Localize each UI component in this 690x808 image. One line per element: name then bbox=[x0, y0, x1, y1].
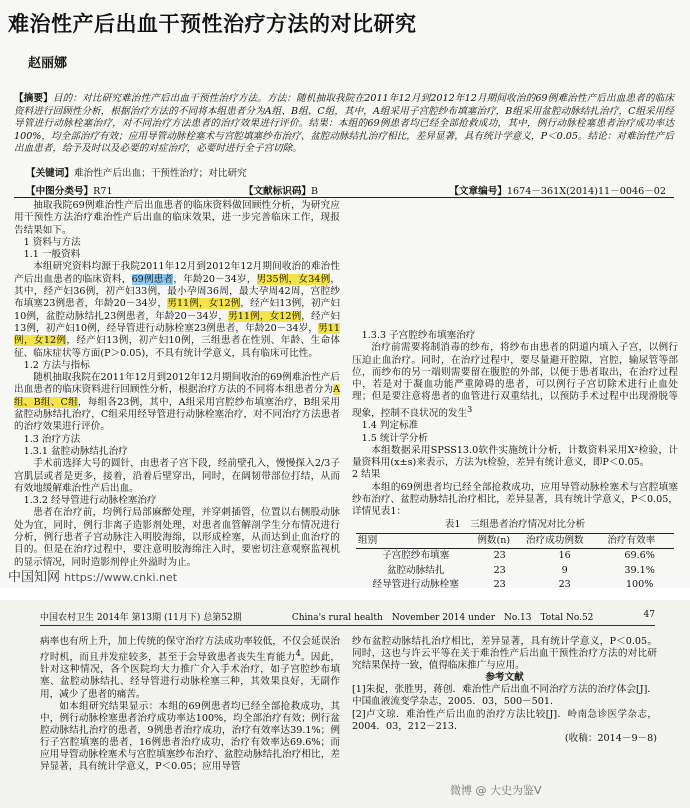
highlight-text: 男11例，女12例 bbox=[167, 298, 241, 310]
article-id-value: 1674－361X(2014)11－0046－02 bbox=[506, 186, 666, 197]
clc-code bbox=[26, 183, 113, 197]
reference-item[interactable]: [2]卢文琼．难治性产后出血的治疗方法比较[J]．岭南急诊医学杂志，2004．03，212－213． bbox=[352, 708, 657, 732]
references-heading: 参考文献 bbox=[485, 672, 524, 684]
article-id bbox=[449, 183, 666, 197]
table-header: 治疗有效率 bbox=[605, 533, 674, 548]
table-row bbox=[356, 564, 674, 578]
citation-ref: 4 bbox=[295, 649, 301, 659]
body-column-right bbox=[352, 330, 678, 588]
journal-name: 中国农村卫生 2014年 第13期 (11月下) 总第52期 bbox=[40, 613, 242, 623]
page2-column-right bbox=[352, 636, 657, 745]
table-cell: 69.6% bbox=[624, 550, 655, 562]
text: ，其中，经产妇36例，初产妇33例，最小孕周36周，最大孕周42周，宫腔纱布填塞23例患者，年龄20－34岁， bbox=[14, 273, 340, 310]
text: ，经产妇13例，初产妇10例，经导管进行动脉栓塞23例患者，年龄20－34岁， bbox=[14, 310, 340, 334]
section-heading: 1 资料与方法 bbox=[23, 236, 81, 248]
subsection-heading: 1.5 统计学分析 bbox=[361, 432, 428, 444]
paragraph-methods bbox=[14, 372, 340, 433]
citation-ref: 3 bbox=[467, 404, 473, 414]
article-title: 难治性产后出血干预性治疗方法的对比研究 bbox=[8, 12, 417, 36]
table-cell: 23 bbox=[493, 564, 506, 576]
paragraph-statistics: 本组数据采用SPSS13.0软件实施统计分析，计数资料采用X²检验，计量资料用(x±s)来表示，方法为t检验，差异有统计意义，即P＜0.05。 bbox=[352, 444, 678, 469]
text: ，每组各23例，其中，A组采用宫腔纱布填塞治疗，B组采用盆腔动脉结扎治疗，C组采用经导管进行动脉栓塞治疗，对不同治疗方法患者的治疗效果进行评价。 bbox=[14, 396, 341, 433]
text: 。因此，针对这种情况，各个医院均大力推广介入手术治疗，如子宫腔纱布填塞、盆腔动脉结扎、经导管进行动脉栓塞三种，其效果良好，无副作用，减少了患者的痛苦。 bbox=[40, 652, 341, 700]
paragraph-results: 本组的69例患者均已经全部抢救成功，应用导管动脉栓塞术与宫腔填塞纱布治疗、盆腔动脉结扎治疗相比，差异显著，具有统计学意义，P＜0.05，详情见表1： bbox=[352, 481, 678, 518]
classification-line bbox=[26, 183, 666, 197]
reference-item[interactable]: [1]朱捉，张胜男，蒋创．难治性产后出血不同治疗方法的治疗体会[J]．中国血液流变学杂志，2005．03，500－501． bbox=[352, 684, 657, 708]
cnki-watermark bbox=[8, 566, 177, 585]
table-row bbox=[356, 549, 674, 564]
divider bbox=[14, 197, 674, 198]
journal-name-en: China's rural health November 2014 under No.13 Total No.52 bbox=[291, 613, 594, 623]
weibo-watermark: 微博 @ 大史为鉴V bbox=[450, 784, 542, 797]
subsection-heading: 1.2 方法与指标 bbox=[23, 359, 90, 371]
discussion-paragraph bbox=[40, 636, 340, 701]
table-cell: 经导管进行动脉栓塞 bbox=[356, 578, 475, 588]
table-cell: 16 bbox=[558, 550, 571, 562]
highlight-text: 男35例，女34例 bbox=[256, 273, 331, 285]
clc-value: R71 bbox=[93, 186, 113, 197]
cnki-logo-text: 中国知网 bbox=[8, 570, 61, 585]
abstract-label: 【摘要】 bbox=[14, 93, 53, 104]
subsection-heading: 1.3 治疗方法 bbox=[23, 433, 81, 445]
keywords bbox=[26, 165, 247, 179]
text: 病率也有所上升，加上传统的保守治疗方法成功率较低，不仅会延误治疗时机，而且并发症较多，甚至于会导致患者丧失生育能力 bbox=[40, 636, 340, 664]
body-column-left bbox=[14, 200, 340, 569]
table-header: 治疗成功例数 bbox=[524, 533, 605, 548]
keywords-text: 难治性产后出血；干预性治疗；对比研究 bbox=[73, 168, 247, 179]
clc-label: 【中图分类号】 bbox=[26, 186, 94, 197]
paragraph-ligation: 手术前选择大号的圆针，由患者子宫下段，经前壁孔入，慢慢探入2/3子宫肌层或者是更多，接着，沿着后壁穿出，同时，在阔韧带部位打结，从而有效地缓解难治性产后出血。 bbox=[14, 458, 340, 494]
table-row bbox=[356, 578, 674, 588]
article-page-2 bbox=[0, 600, 690, 808]
text: ，年龄20－34岁， bbox=[173, 273, 257, 285]
doc-value: B bbox=[311, 186, 319, 197]
author-name: 赵丽娜 bbox=[28, 56, 68, 71]
table-header-row bbox=[356, 533, 674, 548]
intro-paragraph: 抽取我院69例难治性产后出血患者的临床资料做回顾性分析，为研究应用干预性方法治疗难治性产后出血的临床效果，进一步完善临床工作，现报告结果如下。 bbox=[14, 200, 340, 236]
received-date: (收稿：2014－9－8) bbox=[564, 732, 657, 744]
results-table bbox=[356, 533, 674, 588]
highlight-text: A组、B组、C组 bbox=[14, 384, 340, 408]
text: 随机抽取我院在2011年12月到2012年12月期间收治的69例难治性产后出血患者的临床资料进行回顾性分析，根据治疗方法的不同将本组患者分为 bbox=[14, 372, 340, 396]
text: 本组研究资料均源于我院2011年12月到2012年12月期间收治的难治性产后出血患者的临床资料， bbox=[14, 261, 340, 285]
keywords-label: 【关键词】 bbox=[26, 168, 74, 179]
page-number: 47 bbox=[643, 610, 655, 620]
highlight-text: 69例患者 bbox=[131, 273, 174, 285]
page2-column-left bbox=[40, 636, 340, 773]
table-caption: 表1 三组患者治疗情况对比分析 bbox=[444, 518, 586, 530]
paragraph-packing bbox=[352, 342, 678, 420]
abstract-text: 目的：对比研究难治性产后出血干预性治疗方法。方法：随机抽取我院在2011年12月到2012年12月期间收治的69例难治性产后出血患者的临床资料进行回顾性分析，根据治疗方法的不同将本组患者分为A组、B组、C组，其中，A组采用子宫腔纱布填塞治疗，B组采用盆腔动脉结扎治疗，C组采用经导管进行动脉栓塞治疗，对不同治疗方法患者的治疗效果进行评价。结果：本组的69例患者均已经全部抢救成功，其中，例行动脉栓塞患者治疗成功率达100%，均全部治疗有效；应用导管动脉栓塞术与宫腔填塞纱布治疗、盆腔动脉结扎治疗相比，差异显著，具有统计学意义，P＜0.05。结论：对难治性产后出血患者，给予及时以及必要的对症治疗，必要时进行全子宫切除。 bbox=[14, 93, 675, 155]
paragraph-embolization: 患者在治疗前，均例行局部麻醉处理，并穿刺插管，位置以右侧股动脉处为宜，同时，例行非离子造影剂处理，对患者血管解剖学生分布情况进行分析，例行患者子宫动脉注入明胶海绵，以形成栓塞，从而达到止血治疗的目的。但是在治疗过程中，要注意明胶海绵注入时，要密切注意观察监视机的显示情况，同时造影剂停止外溢时为止。 bbox=[14, 507, 340, 568]
table-cell: 盆腔动脉结扎 bbox=[386, 564, 445, 576]
highlight-text: 男11例，女12例 bbox=[14, 322, 340, 347]
paragraph-general-data bbox=[14, 261, 340, 359]
subsection-heading: 1.3.3 子宫腔纱布填塞治疗 bbox=[361, 330, 476, 341]
abstract bbox=[14, 93, 674, 156]
subsection-heading: 1.4 判定标准 bbox=[361, 420, 419, 432]
table-header: 例数(n) bbox=[475, 533, 524, 548]
text: ，经产妇13例，初产妇10例，三组患者在性别、年龄、生命体征、临床症状等方面(P＞0.05)，不具有统计学意义，具有临床可比性。 bbox=[14, 335, 340, 359]
cnki-url: https://www.cnki.net bbox=[64, 571, 178, 584]
doc-code bbox=[244, 183, 318, 197]
doc-label: 【文献标识码】 bbox=[243, 186, 312, 197]
subsection-heading: 1.1 一般资料 bbox=[23, 249, 81, 261]
text: ，经产妇13例，初产妇10例，盆腔动脉结扎23例患者，年龄20－34岁， bbox=[14, 298, 340, 322]
article-id-label: 【文章编号】 bbox=[449, 186, 507, 197]
table-cell: 子宫腔纱布填塞 bbox=[382, 550, 450, 562]
table-cell: 39.1% bbox=[624, 564, 655, 576]
table-cell: 9 bbox=[561, 564, 568, 576]
subsection-heading: 1.3.2 经导管进行动脉栓塞治疗 bbox=[23, 495, 157, 507]
table-header: 组别 bbox=[356, 533, 475, 548]
section-heading: 2 结果 bbox=[352, 469, 381, 481]
subsection-heading: 1.3.1 盆腔动脉结扎治疗 bbox=[23, 445, 128, 457]
conclusion-paragraph: 纱布盆腔动脉结扎治疗相比，差异显著，具有统计学意义，P＜0.05。同时，这也与许云平等在关于难治性产后出血干预性治疗方法的对比研究结果保持一致，值得临床推广与应用。 bbox=[352, 636, 657, 672]
running-header bbox=[40, 610, 655, 626]
discussion-paragraph: 如本组研究结果显示：本组的69例患者均已经全部抢救成功，其中，例行动脉栓塞患者治疗成功率达100%，均全部治疗有效；例行盆腔动脉结扎治疗的患者，9例患者治疗成功，治疗有效率达39.1%；例行子宫腔填塞的患者，16例患者治疗成功，治疗有效率达69.6%；而应用导管动脉栓塞术与宫腔填塞纱布治疗、盆腔动脉结扎治疗相比，差异显著，具有统计学意义，P＜0.05；应用导管 bbox=[40, 700, 340, 773]
table-cell: 23 bbox=[475, 578, 524, 588]
highlight-text: 男11例，女12例 bbox=[228, 310, 302, 322]
table-cell: 23 bbox=[524, 578, 605, 588]
table-cell: 23 bbox=[493, 550, 506, 562]
table-cell: 100% bbox=[605, 578, 674, 588]
text: 治疗前需要将制消毒的纱布，将纱布由患者的阴道内填入子宫，以例行压迫止血治疗。同时，在治疗过程中，要尽量避开腔隙，宫腔，输尿管等部位，而纱布的另一端则需要留在腹腔的外部，以便于患者取出，在治疗过程中，若是对于凝血功能严重障碍的患者，可以例行子宫切除术进行止血处理；但是要注意将患者的血管进行双重结扎，以预防手术过程中出现滑脱等现象，控制不良状况的发生 bbox=[352, 342, 678, 419]
page-gap bbox=[0, 588, 690, 600]
